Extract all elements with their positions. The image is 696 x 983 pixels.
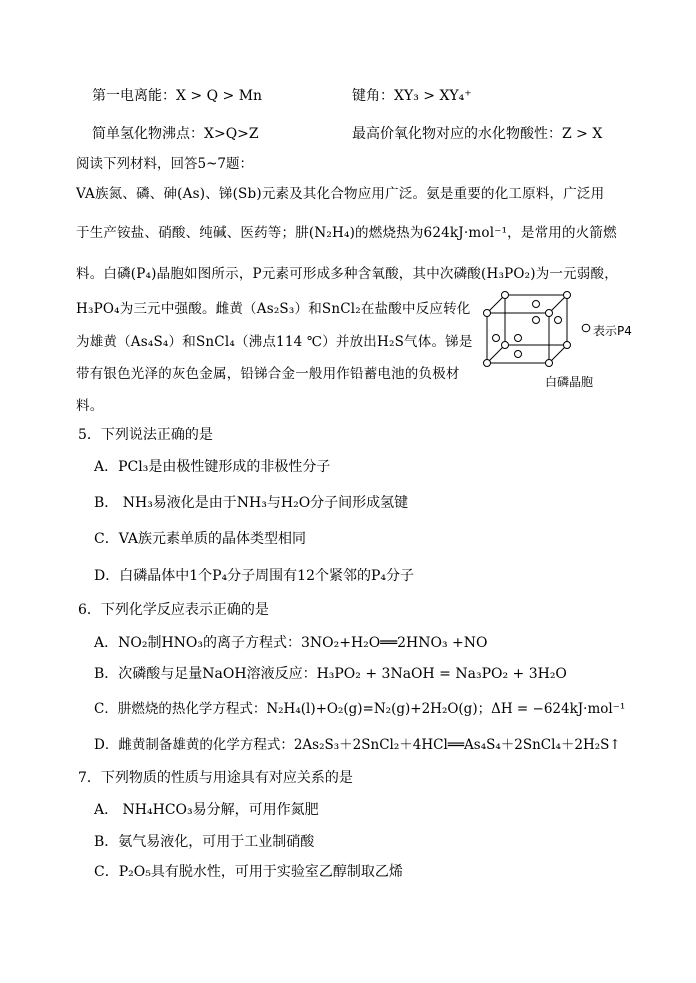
q5-stem: 5．下列说法正确的是 bbox=[78, 427, 213, 443]
white-phosphorus-unit-cell-figure bbox=[481, 291, 577, 371]
passage-line-1: VA族氮、磷、砷(As)、锑(Sb)元素及其化合物应用广泛。氨是重要的化工原料，广泛用 bbox=[76, 186, 605, 202]
q5-option-b: B． NH₃易液化是由于NH₃与H₂O分子间形成氢键 bbox=[94, 495, 409, 511]
legend-marker-icon bbox=[580, 322, 592, 334]
q6-option-c: C．肼燃烧的热化学方程式：N₂H₄(l)+O₂(g)=N₂(g)+2H₂O(g)；ΔH = −624kJ·mol⁻¹ bbox=[94, 701, 626, 717]
q7-option-b: B．氨气易液化，可用于工业制硝酸 bbox=[94, 834, 315, 850]
q5-option-a: A．PCl₃是由极性键形成的非极性分子 bbox=[94, 459, 331, 475]
q6-option-a: A．NO₂制HNO₃的离子方程式：3NO₂+H₂O══2HNO₃ +NO bbox=[94, 635, 488, 651]
q6-stem: 6．下列化学反应表示正确的是 bbox=[78, 602, 269, 618]
q5-option-c: C．VA族元素单质的晶体类型相同 bbox=[94, 531, 306, 547]
q4-option-c: 简单氢化物沸点：X>Q>Z bbox=[92, 126, 259, 142]
q6-option-d: D．雌黄制备雄黄的化学方程式：2As₂S₃＋2SnCl₂＋4HCl══As₄S₄＋2SnCl₄＋2H₂S↑ bbox=[94, 737, 621, 753]
q7-option-c: C．P₂O₅具有脱水性，可用于实验室乙醇制取乙烯 bbox=[94, 864, 403, 880]
q7-stem: 7．下列物质的性质与用途具有对应关系的是 bbox=[78, 770, 353, 786]
passage-line-5: 为雄黄（As₄S₄）和SnCl₄（沸点114 ℃）并放出H₂S气体。锑是 bbox=[76, 334, 473, 350]
figure-caption: 白磷晶胞 bbox=[545, 375, 594, 389]
q5-option-d: D．白磷晶体中1个P₄分子周围有12个紧邻的P₄分子 bbox=[94, 568, 415, 584]
figure-legend: 表示P4 bbox=[593, 324, 632, 338]
q4-option-b: 键角：XY₃ > XY₄⁺ bbox=[352, 88, 472, 104]
passage-line-4: H₃PO₄为三元中强酸。雌黄（As₂S₃）和SnCl₂在盐酸中反应转化 bbox=[76, 301, 471, 317]
q4-option-a: 第一电离能：X > Q > Mn bbox=[92, 88, 263, 104]
passage-line-3: 料。白磷(P₄)晶胞如图所示，P元素可形成多种含氧酸，其中次磷酸(H₃PO₂)为一元弱酸， bbox=[76, 266, 618, 282]
q6-option-b: B．次磷酸与足量NaOH溶液反应：H₃PO₂ + 3NaOH = Na₃PO₂ + 3H₂O bbox=[94, 666, 567, 682]
q7-option-a: A． NH₄HCO₃易分解，可用作氮肥 bbox=[94, 802, 319, 818]
passage-line-6: 带有银色光泽的灰色金属，铅锑合金一般用作铅蓄电池的负极材 bbox=[76, 366, 460, 382]
q4-option-d: 最高价氧化物对应的水化物酸性：Z > X bbox=[352, 126, 603, 142]
passage-line-2: 于生产铵盐、硝酸、纯碱、医药等；肼(N₂H₄)的燃烧热为624kJ·mol⁻¹，是常用的火箭燃 bbox=[76, 225, 617, 241]
passage-line-7: 料。 bbox=[76, 398, 104, 414]
passage-intro: 阅读下列材料，回答5~7题： bbox=[76, 156, 253, 172]
